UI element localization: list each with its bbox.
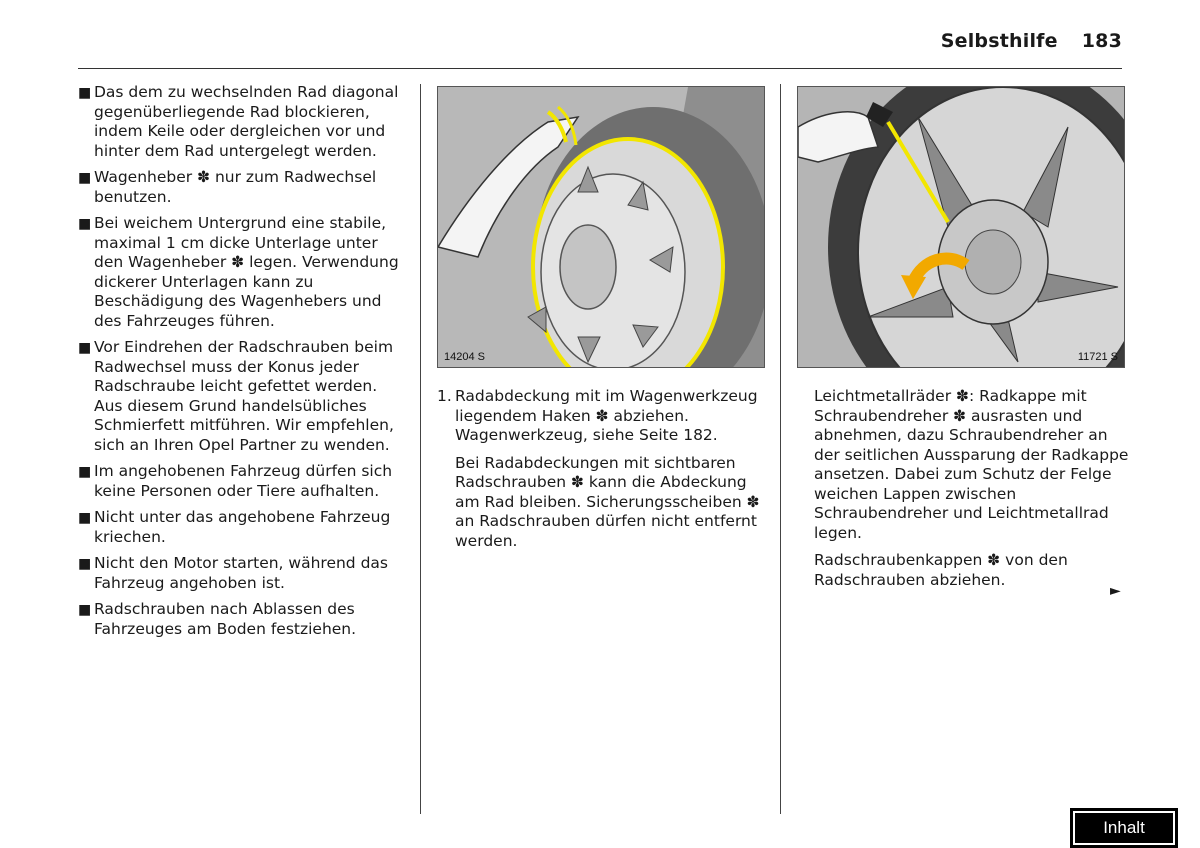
list-item [78,554,400,593]
bullet-square-icon: ■ [78,556,92,572]
page-header [941,30,1122,52]
page-number: 183 [1081,30,1122,52]
alloy-wheel-screwdriver-drawing [798,87,1124,367]
list-item [78,214,400,331]
header-divider [78,68,1122,69]
list-item [78,462,400,501]
alloy-wheel-instructions [814,387,1130,598]
alloy-cap-removal-illustration [797,86,1125,368]
bullet-square-icon: ■ [78,85,92,101]
safety-bullet-list [78,83,400,646]
bullet-square-icon: ■ [78,510,92,526]
wheel-hubcap-hook-drawing [438,87,764,367]
bullet-text: Vor Eindrehen der Radschrauben beim Radwechsel muss der Konus jeder Radschraube leicht gefettet werden. Aus diesem Grund handelsübliches Schmierfett mitführen. Wir empfehlen, sich an Ihren Opel Partner zu wenden. [94,338,394,454]
bullet-text: Nicht unter das angehobene Fahrzeug kriechen. [94,508,391,546]
alloy-paragraph: Leichtmetallräder ✽: Radkappe mit Schraubendreher ✽ ausrasten und abnehmen, dazu Schraubendreher an der seitlichen Aussparung der Radkappe ansetzen. Dabei zum Schutz der Felge weichen Lappen zwischen Schraubendreher und Leichtmetallrad legen. [814,387,1129,542]
step-note: Bei Radabdeckungen mit sichtbaren Radschrauben ✽ kann die Abdeckung am Rad bleiben. Sicherungsscheiben ✽ an Radschrauben dürfen nicht entfernt werden. [455,453,760,550]
bullet-text: Das dem zu wechselnden Rad diagonal gegenüberliegende Rad blockieren, indem Keile oder dergleichen vor und hinter dem Rad untergelegt werden. [94,83,399,160]
column-divider-2 [780,84,781,814]
continue-arrow-icon: ► [1110,583,1121,599]
step-number: 1. [437,387,452,405]
hubcap-instructions [437,387,765,551]
bullet-square-icon: ■ [78,340,92,356]
bullet-square-icon: ■ [78,602,92,618]
bullet-text: Bei weichem Untergrund eine stabile, maximal 1 cm dicke Unterlage unter den Wagenheber ✽ legen. Verwendung dickerer Unterlagen kann zu Beschädigung des Wagenhebers und des Fahrzeuges führen. [94,214,399,330]
bullet-square-icon: ■ [78,216,92,232]
list-item [78,168,400,207]
figure-code: 11721 S [1077,351,1118,363]
bullet-square-icon: ■ [78,464,92,480]
bullet-text: Im angehobenen Fahrzeug dürfen sich keine Personen oder Tiere aufhalten. [94,462,393,500]
list-item [78,338,400,455]
list-item [78,83,400,161]
step-1 [437,387,765,446]
figure-code: 14204 S [444,351,485,363]
list-item [78,508,400,547]
chapter-title: Selbsthilfe [940,30,1058,52]
bullet-text: Radschrauben nach Ablassen des Fahrzeuges am Boden festziehen. [94,600,357,638]
column-divider-1 [420,84,421,814]
wheel-bolt-cap-paragraph: Radschraubenkappen ✽ von den Radschrauben abziehen. [814,551,1068,589]
bullet-square-icon: ■ [78,170,92,186]
hubcap-removal-illustration [437,86,765,368]
list-item [78,600,400,639]
bullet-text: Wagenheber ✽ nur zum Radwechsel benutzen. [94,168,377,206]
bullet-text: Nicht den Motor starten, während das Fahrzeug angehoben ist. [94,554,388,592]
step-text: Radabdeckung mit im Wagenwerkzeug liegendem Haken ✽ abziehen. Wagenwerkzeug, siehe Seite 182. [455,387,758,444]
inhalt-button[interactable]: Inhalt [1070,808,1178,848]
